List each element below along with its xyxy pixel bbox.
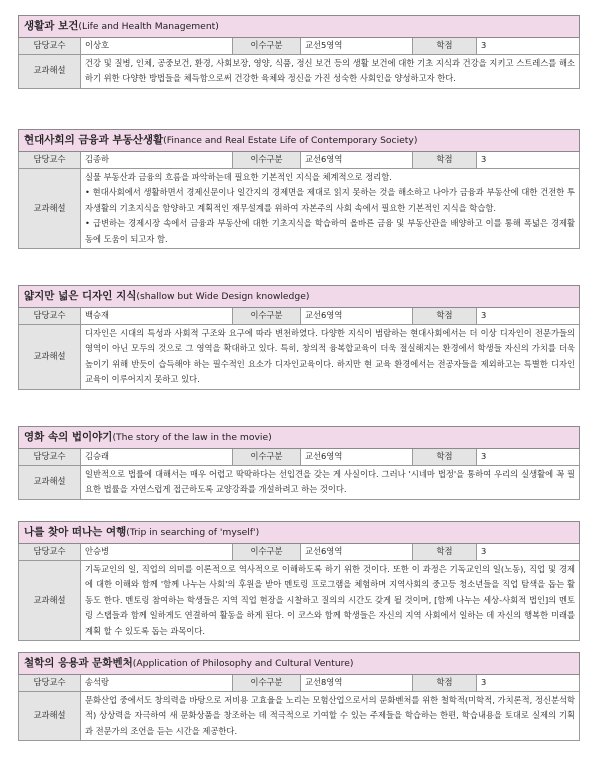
- professor-value: 안승병: [81, 544, 233, 561]
- area-label: 이수구분: [233, 38, 301, 55]
- description-paragraph: 디자인은 시대의 특성과 사회적 구조와 요구에 따라 변천하였다. 다양한 지식이 범람하는 현대사회에서는 더 이상 디자인이 전문가들의 영역이 아닌 모두의 것으로 그 영역을 확대하고 있다. 특히, 창의적 융복합교육이 더욱 절실해지는 환경에서 학생들 자신의 가치를 더욱 높이기 위해 반듯이 습득해야 하는 필수적인 요소가 디자인교육이다. 하지만 현 교육 환경에서는 전공자들을 제외하고는 특별한 디자인교육이 이루어지지 못하고 있다.: [85, 327, 575, 384]
- course-title: [19, 130, 580, 152]
- description-paragraph: • 급변하는 경제시장 속에서 금융과 부동산에 대한 기초지식을 학습하여 올바른 금융 및 부동산관을 배양하고 이를 통해 폭넓은 경제활동에 도움이 되고자 함.: [85, 218, 576, 244]
- description-paragraph: 건강 및 질병, 인체, 공중보건, 환경, 사회보장, 영양, 식품, 정신 보건 등의 생활 보건에 대한 기초 지식과 건강을 지키고 스트레스를 해소하기 위한 다양한 방법들을 체득함으로써 건강한 육체와 정신을 가진 성숙한 사회인을 양성하고자 한다.: [85, 57, 576, 83]
- professor-value: 백승재: [81, 308, 233, 325]
- course-title-en: (shallow but Wide Design knowledge): [136, 290, 310, 302]
- professor-label: 담당교수: [19, 308, 81, 325]
- description-paragraph: 실물 부동산과 금융의 흐름을 파악하는데 필요한 기본적인 지식을 체계적으로 정리함.: [85, 171, 392, 182]
- course-title: [19, 653, 580, 675]
- course-title-ko: 철학의 응용과 문화벤처: [24, 656, 133, 669]
- description-label: 교과해설: [19, 168, 81, 249]
- area-value: 교선6영역: [301, 544, 413, 561]
- description-label: 교과해설: [19, 465, 81, 499]
- description-paragraph: • 현대사회에서 생활하면서 경제신문이나 일간지의 경제면을 제대로 읽지 못하는 것을 해소하고 나아가 금융과 부동산에 대한 건전한 투자생활의 기초지식을 함양하고 계획적인 재무설계를 위하여 자본주의 사회 속에서 필요한 기본적인 지식을 학습함.: [85, 187, 576, 213]
- professor-label: 담당교수: [19, 152, 81, 169]
- description-paragraph: 문화산업 중에서도 창의력을 바탕으로 저비용 고효율을 노리는 모험산업으로서의 문화벤처를 위한 철학적(미학적, 가치론적, 정신분석학적) 상상력을 자극하여 새 문화상품을 창조하는 데 적극적으로 기여할 수 있는 주제들을 학습하는 한편, 학습내용을 토대로 실제의 기획과 전문가의 조언을 듣는 시간을 제공한다.: [85, 694, 576, 736]
- area-label: 이수구분: [233, 544, 301, 561]
- course-description: [81, 465, 580, 499]
- course-block: [18, 15, 579, 89]
- course-block: [18, 285, 579, 390]
- professor-label: 담당교수: [19, 38, 81, 55]
- area-value: 교선5영역: [301, 38, 413, 55]
- course-table: [18, 426, 580, 500]
- credits-value: 3: [477, 449, 580, 466]
- description-label: 교과해설: [19, 54, 81, 88]
- area-value: 교선6영역: [301, 152, 413, 169]
- course-table: [18, 285, 580, 390]
- professor-value: 이상호: [81, 38, 233, 55]
- course-title-ko: 생활과 보건: [24, 19, 79, 32]
- course-description: [81, 168, 580, 249]
- course-title-en: (Finance and Real Estate Life of Contemporary Society): [163, 134, 418, 146]
- description-paragraph: 일반적으로 법률에 대해서는 매우 어렵고 딱딱하다는 선입견을 갖는 게 사실이다. 그러나 '시네마 법정'을 통하여 우리의 실생활에 꼭 필요한 법률을 자연스럽게 접근하도록 교양강좌를 개설하려고 하는 것이다.: [85, 468, 576, 494]
- course-block: [18, 521, 579, 641]
- professor-label: 담당교수: [19, 449, 81, 466]
- course-block: [18, 652, 579, 741]
- professor-label: 담당교수: [19, 544, 81, 561]
- description-paragraph: 기독교인의 일, 직업의 의미를 이론적으로 역사적으로 이해하도록 하기 위한 것이다. 또한 이 과정은 기독교인의 일(노동), 직업 및 경제에 대한 이해와 함께 '함께 나누는 사회'의 후원을 받아 멘토링 프로그램을 체험하며 지역사회의 중고등 청소년들을 직업 탐색을 돕는 활동도 한다. 멘토링 참여하는 학생들은 지역 직업 현장을 시찰하고 질의의 시간도 갖게 될 것이며, [함께 나누는 세상-사회적 법인]의 멘토링 스탭들과 함께 일하게도 연결하여 활동을 하게 된다. 이 코스와 함께 학생들은 자신의 지역 사회에서 일하는 데 자신의 행복한 미래를 계획 할 수 있도록 돕는 과목이다.: [85, 563, 576, 636]
- course-title-ko: 나를 찾아 떠나는 여행: [24, 525, 127, 538]
- course-table: [18, 129, 580, 249]
- course-block: [18, 426, 579, 500]
- course-table: [18, 521, 580, 641]
- course-block: [18, 129, 579, 249]
- course-title: [19, 286, 580, 308]
- course-description: [81, 691, 580, 741]
- credits-label: 학점: [413, 308, 477, 325]
- professor-value: 김종하: [81, 152, 233, 169]
- credits-value: 3: [477, 38, 580, 55]
- description-label: 교과해설: [19, 560, 81, 641]
- course-description: [81, 560, 580, 641]
- credits-value: 3: [477, 152, 580, 169]
- course-title-en: (Life and Health Management): [78, 20, 219, 32]
- credits-value: 3: [477, 308, 580, 325]
- course-title: [19, 16, 580, 38]
- course-description: [81, 54, 580, 88]
- course-table: [18, 15, 580, 89]
- course-title-en: (Trip in searching of 'myself'): [126, 526, 260, 538]
- course-title-en: (Application of Philosophy and Cultural Venture): [132, 657, 354, 669]
- description-label: 교과해설: [19, 324, 81, 389]
- credits-label: 학점: [413, 38, 477, 55]
- credits-label: 학점: [413, 675, 477, 692]
- area-label: 이수구분: [233, 152, 301, 169]
- area-label: 이수구분: [233, 308, 301, 325]
- area-value: 교선8영역: [301, 675, 413, 692]
- course-title: [19, 522, 580, 544]
- course-title: [19, 427, 580, 449]
- credits-label: 학점: [413, 544, 477, 561]
- area-label: 이수구분: [233, 449, 301, 466]
- course-title-ko: 현대사회의 금융과 부동산생활: [24, 133, 164, 146]
- course-title-en: (The story of the law in the movie): [112, 431, 272, 443]
- area-label: 이수구분: [233, 675, 301, 692]
- credits-value: 3: [477, 544, 580, 561]
- credits-value: 3: [477, 675, 580, 692]
- credits-label: 학점: [413, 152, 477, 169]
- professor-value: 김승래: [81, 449, 233, 466]
- area-value: 교선6영역: [301, 308, 413, 325]
- course-title-ko: 영화 속의 법이야기: [24, 430, 113, 443]
- area-value: 교선6영역: [301, 449, 413, 466]
- professor-label: 담당교수: [19, 675, 81, 692]
- course-title-ko: 얇지만 넓은 디자인 지식: [24, 289, 137, 302]
- professor-value: 송석랑: [81, 675, 233, 692]
- credits-label: 학점: [413, 449, 477, 466]
- course-table: [18, 652, 580, 741]
- course-description: [81, 324, 580, 389]
- description-label: 교과해설: [19, 691, 81, 741]
